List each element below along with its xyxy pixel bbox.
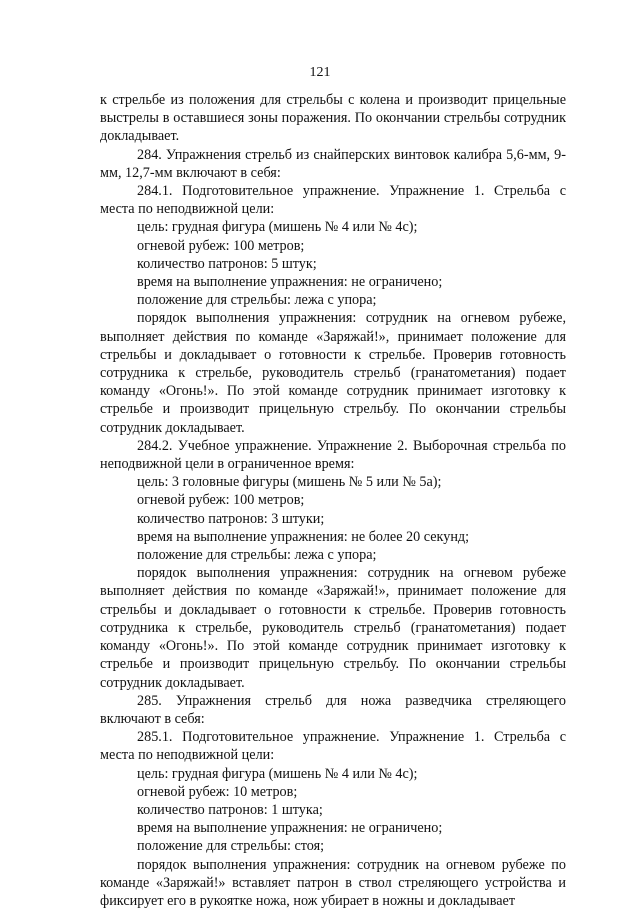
paragraph-284-1: 284.1. Подготовительное упражнение. Упражнение 1. Стрельба с места по неподвижной цели:: [100, 183, 566, 218]
list-item-target: цель: грудная фигура (мишень № 4 или № 4с);: [137, 219, 418, 236]
list-item-cartridges: количество патронов: 1 штука;: [137, 801, 323, 818]
list-item-cartridges: количество патронов: 5 штук;: [137, 255, 317, 272]
list-item-position: положение для стрельбы: лежа с упора;: [137, 547, 377, 564]
paragraph-procedure: порядок выполнения упражнения: сотрудник на огневом рубеже выполняет действия по команде «Заряжай!», принимает положение для стрельбы и докладывает о готовности к стрельбе. Проверив готовность сотрудника к стрельбе, руководитель стрельб (гранатометания) подает команду «Огонь!». По этой команде сотрудник принимает изготовку к стрельбе и производит прицельную стрельбу. По окончании стрельбы сотрудник докладывает.: [100, 565, 566, 691]
list-item-time: время на выполнение упражнения: не ограничено;: [137, 820, 443, 837]
paragraph-continuation: к стрельбе из положения для стрельбы с колена и производит прицельные выстрелы в оставшиеся зоны поражения. По окончании стрельбы сотрудник докладывает.: [100, 92, 566, 145]
paragraph-procedure: порядок выполнения упражнения: сотрудник на огневом рубеже по команде «Заряжай!» вставляет патрон в ствол стреляющего устройства и фиксирует его в рукоятке ножа, нож убирает в ножны и докладывает: [100, 856, 566, 909]
list-item-time: время на выполнение упражнения: не ограничено;: [137, 274, 443, 291]
list-item-position: положение для стрельбы: лежа с упора;: [137, 292, 377, 309]
paragraph-284: 284. Упражнения стрельб из снайперских винтовок калибра 5,6-мм, 9-мм, 12,7-мм включают в себя:: [100, 146, 566, 181]
list-item-time: время на выполнение упражнения: не более 20 секунд;: [137, 528, 470, 545]
list-item-firing-line: огневой рубеж: 100 метров;: [137, 492, 305, 509]
list-item-target: цель: 3 головные фигуры (мишень № 5 или № 5а);: [137, 474, 442, 491]
list-item-firing-line: огневой рубеж: 100 метров;: [137, 237, 305, 254]
list-item-target: цель: грудная фигура (мишень № 4 или № 4с);: [137, 765, 418, 782]
list-item-cartridges: количество патронов: 3 штуки;: [137, 510, 325, 527]
paragraph-285-1: 285.1. Подготовительное упражнение. Упражнение 1. Стрельба с места по неподвижной цели:: [100, 729, 566, 764]
page-number: 121: [309, 65, 331, 80]
paragraph-284-2: 284.2. Учебное упражнение. Упражнение 2. Выборочная стрельба по неподвижной цели в ограниченное время:: [100, 437, 566, 473]
document-body: [100, 91, 566, 910]
list-item-position: положение для стрельбы: стоя;: [137, 838, 325, 855]
paragraph-procedure: порядок выполнения упражнения: сотрудник на огневом рубеже, выполняет действия по команде «Заряжай!», принимает положение для стрельбы и докладывает о готовности к стрельбе. Проверив готовность сотрудника к стрельбе, руководитель стрельб (гранатометания) подает команду «Огонь!». По этой команде сотрудник принимает изготовку к стрельбе и производит прицельную стрельбу. По окончании стрельбы сотрудник докладывает.: [100, 310, 566, 436]
paragraph-285: 285. Упражнения стрельб для ножа разведчика стреляющего включают в себя:: [100, 692, 566, 727]
list-item-firing-line: огневой рубеж: 10 метров;: [137, 783, 298, 800]
